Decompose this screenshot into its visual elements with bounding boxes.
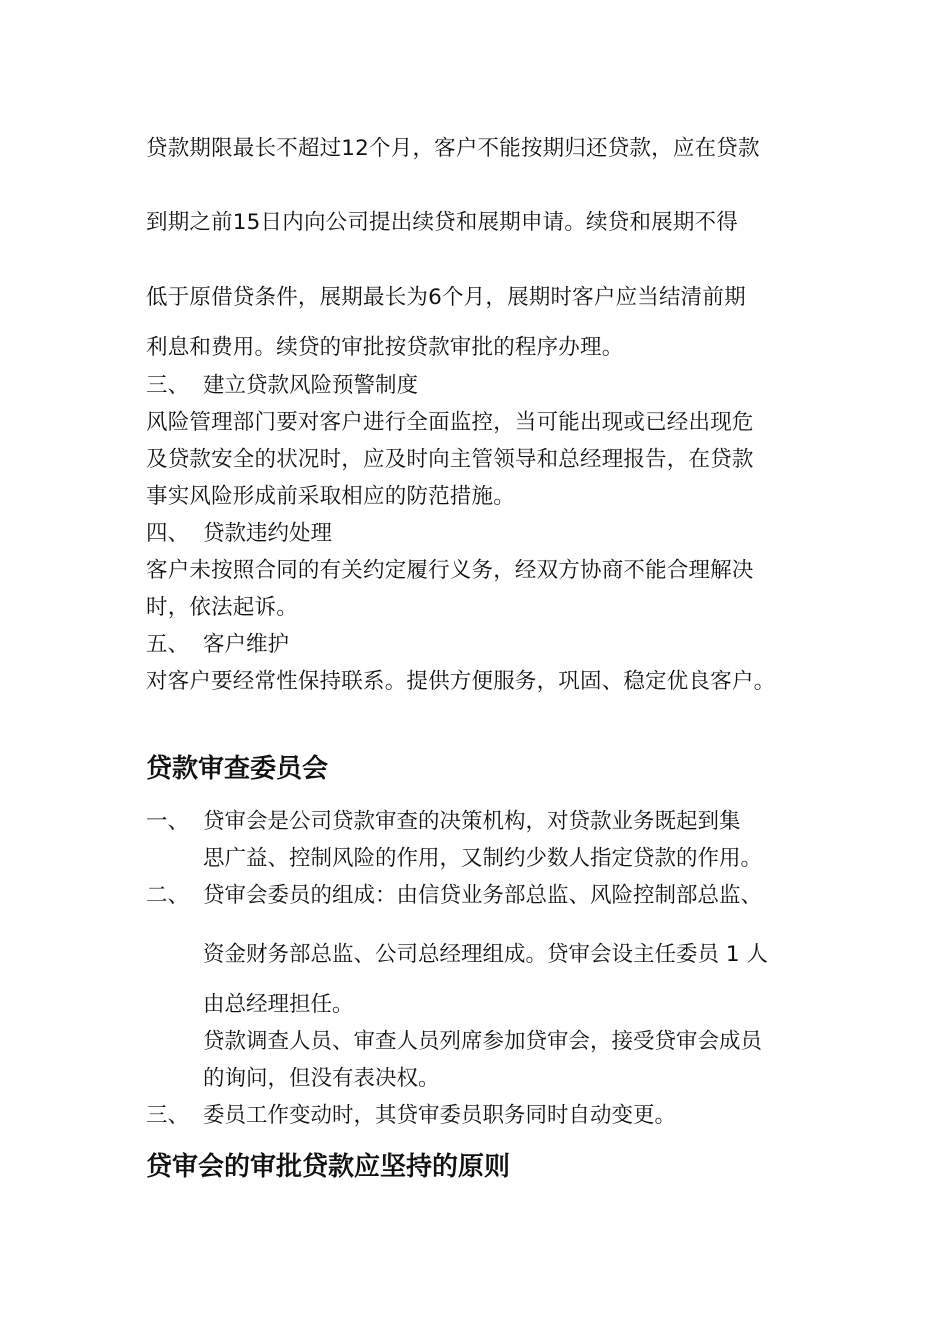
section-number: 三、 [146,373,190,398]
section-title: 贷款违约处理 [203,521,333,546]
paragraph-line: 及贷款安全的状况时，应及时向主管领导和总经理报告，在贷款 [146,447,754,472]
paragraph-line: 对客户要经常性保持联系。提供方便服务，巩固、稳定优良客户。 [146,669,776,694]
list-item-line: 贷审会委员的组成：由信贷业务部总监、风险控制部总监、 [203,883,763,908]
section-heading: 贷审会的审批贷款应坚持的原则 [146,1152,511,1182]
paragraph-line: 低于原借贷条件，展期最长为6个月，展期时客户应当结清前期 [146,285,746,310]
section-title: 建立贷款风险预警制度 [203,373,419,398]
list-item-line: 的询问，但没有表决权。 [203,1066,440,1091]
list-number: 二、 [146,883,190,908]
list-number: 三、 [146,1103,190,1128]
paragraph-line: 客户未按照合同的有关约定履行义务，经双方协商不能合理解决 [146,558,754,583]
paragraph-line: 风险管理部门要对客户进行全面监控，当可能出现或已经出现危 [146,410,754,435]
paragraph-line: 贷款期限最长不超过12个月，客户不能按期归还贷款，应在贷款 [146,136,760,161]
section-number: 五、 [146,632,190,657]
list-item-line: 由总经理担任。 [203,992,354,1017]
list-item-line: 思广益、控制风险的作用，又制约少数人指定贷款的作用。 [203,846,763,871]
section-heading: 贷款审查委员会 [146,754,329,784]
section-title: 客户维护 [203,632,290,657]
paragraph-line: 到期之前15日内向公司提出续贷和展期申请。续贷和展期不得 [146,210,738,235]
list-item-line: 贷审会是公司贷款审查的决策机构，对贷款业务既起到集 [203,809,741,834]
paragraph-line: 事实风险形成前采取相应的防范措施。 [146,484,515,509]
list-item-line: 资金财务部总监、公司总经理组成。贷审会设主任委员 1 人 [203,942,768,967]
list-item-line: 贷款调查人员、审查人员列席参加贷审会，接受贷审会成员 [203,1029,763,1054]
paragraph-line: 时，依法起诉。 [146,595,298,620]
list-number: 一、 [146,809,190,834]
paragraph-line: 利息和费用。续贷的审批按贷款审批的程序办理。 [146,335,624,360]
list-item-line: 委员工作变动时，其贷审委员职务同时自动变更。 [203,1103,677,1128]
section-number: 四、 [146,521,190,546]
